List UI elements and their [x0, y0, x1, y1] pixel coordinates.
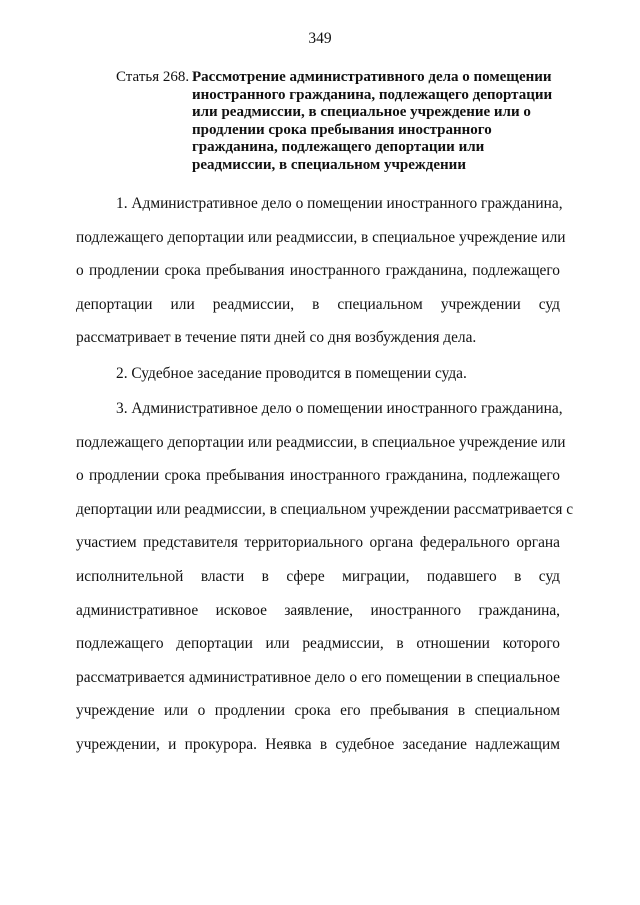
paragraph-1	[76, 187, 566, 355]
paragraph-line: учреждение или о продлении срока его пребывания в специальном	[76, 702, 560, 720]
paragraph-line: учреждении, и прокурора. Неявка в судебное заседание надлежащим	[76, 735, 560, 753]
paragraph-line: рассматривает в течение пяти дней со дня возбуждения дела.	[76, 329, 477, 347]
paragraph-line: исполнительной власти в сфере миграции, подавшего в суд	[76, 567, 560, 585]
paragraph-line: подлежащего депортации или реадмиссии, в отношении которого	[76, 635, 560, 653]
paragraph-3	[76, 392, 574, 762]
paragraph-line: подлежащего депортации или реадмиссии, в специальное учреждение или	[76, 433, 566, 451]
paragraph-2	[76, 357, 560, 391]
article-title	[192, 69, 596, 175]
paragraph-line: депортации или реадмиссии, в специальном учреждении суд	[76, 295, 560, 313]
paragraph-line: подлежащего депортации или реадмиссии, в специальное учреждение или	[76, 228, 566, 246]
article-heading	[116, 69, 596, 175]
paragraph-line: о продлении срока пребывания иностранного гражданина, подлежащего	[76, 467, 560, 485]
paragraph-line: 3. Административное дело о помещении иностранного гражданина,	[116, 400, 563, 417]
paragraph-line: 1. Административное дело о помещении иностранного гражданина,	[116, 195, 563, 212]
paragraph-line: административное исковое заявление, иностранного гражданина,	[76, 601, 560, 619]
paragraph-line: рассматривается административное дело о его помещении в специальное	[76, 668, 560, 686]
article-title-line: реадмиссии, в специальном учреждении	[192, 156, 466, 173]
article-title-line: гражданина, подлежащего депортации или	[192, 139, 485, 156]
article-title-line: или реадмиссии, в специальное учреждение или о	[192, 104, 531, 121]
paragraph-line: о продлении срока пребывания иностранного гражданина, подлежащего	[76, 262, 560, 280]
paragraph-line: участием представителя территориального органа федерального органа	[76, 534, 560, 552]
article-number: Статья 268.	[116, 69, 190, 85]
article-title-line: иностранного гражданина, подлежащего депортации	[192, 86, 553, 103]
page-number: 349	[308, 30, 332, 47]
article-title-line: Рассмотрение административного дела о помещении	[192, 69, 552, 85]
paragraph-line: 2. Судебное заседание проводится в помещении суда.	[116, 365, 467, 382]
article-title-line: продлении срока пребывания иностранного	[192, 121, 492, 138]
paragraph-line: депортации или реадмиссии, в специальном учреждении рассматривается с	[76, 500, 574, 518]
